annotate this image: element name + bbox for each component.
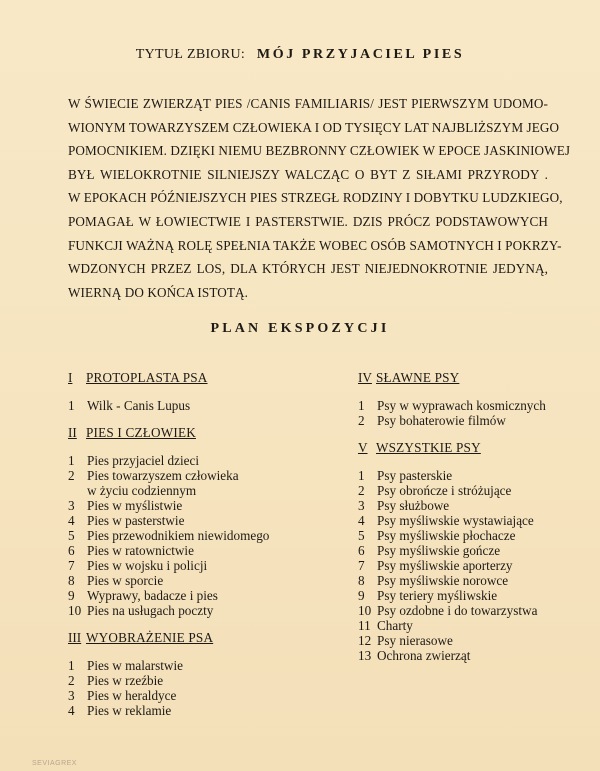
list-item [358,558,588,573]
section-number: I [68,370,73,385]
plan-column-right [358,368,588,673]
item-number: 13 [358,648,372,663]
item-text: Pies w rzeźbie [87,673,164,688]
intro-line: W ŚWIECIE ZWIERZĄT PIES /CANIS FAMILIARIS/ JEST PIERWSZYM UDOMO- [68,96,548,111]
item-text: Pies w pasterstwie [87,513,185,528]
list-item [68,673,348,688]
item-text: Pies w reklamie [87,703,172,718]
section-number: III [68,630,82,645]
item-number: 8 [68,573,75,588]
item-text: Pies w ratownictwie [87,543,194,558]
section-name: PROTOPLASTA PSA [86,370,208,385]
list-item [68,603,348,618]
item-number: 6 [68,543,75,558]
item-text: Pies przyjaciel dzieci [87,453,200,468]
section-items [68,453,348,618]
item-text: Pies w sporcie [87,573,164,588]
item-text: Charty [377,618,413,633]
section-slawne-psy [358,368,588,428]
intro-line: WIERNĄ DO KOŃCA ISTOTĄ. [68,284,249,300]
item-text: Psy w wyprawach kosmicznych [377,398,546,413]
section-name: SŁAWNE PSY [376,370,460,385]
section-items [358,398,588,428]
section-protoplasta [68,368,348,413]
item-number: 7 [358,558,365,573]
item-text: Psy myśliwskie wystawiające [377,513,534,528]
item-text: Pies na usługach poczty [87,603,214,618]
item-number: 10 [68,603,82,618]
item-text: Pies w myślistwie [87,498,183,513]
item-number: 2 [68,673,75,688]
section-name: WYOBRAŻENIE PSA [86,630,214,645]
item-number: 3 [68,688,75,703]
plan-column-left [68,368,348,728]
intro-line: POMAGAŁ W ŁOWIECTWIE I PASTERSTWIE. DZIS PRÓCZ PODSTAWOWYCH [68,213,548,229]
intro-line: BYŁ WIELOKROTNIE SILNIEJSZY WALCZĄC O BYT Z SIŁAMI PRZYRODY . [68,166,548,182]
list-item [68,498,348,513]
section-name: PIES I CZŁOWIEK [86,425,196,440]
list-item [358,633,588,648]
list-item [68,688,348,703]
section-wyobrazenie [68,628,348,718]
item-number: 4 [68,703,75,718]
item-text: Psy myśliwskie gończe [377,543,501,558]
item-number: 5 [68,528,75,543]
item-text: Psy bohaterowie filmów [377,413,506,428]
section-heading [68,423,348,443]
item-text: Wyprawy, badacze i pies [87,588,218,603]
item-number: 9 [358,588,365,603]
list-item [68,528,348,543]
item-text: w życiu codziennym [87,483,197,498]
collection-title [0,47,600,63]
intro-line: WIONYM TOWARZYSZEM CZŁOWIEKA I OD TYSIĘCY LAT NAJBLIŻSZYM JEGO [68,119,560,135]
list-item [358,618,588,633]
section-wszystkie-psy [358,438,588,663]
item-number: 3 [358,498,365,513]
section-number: V [358,440,368,455]
section-items [68,658,348,718]
title-value: MÓJ PRZYJACIEL PIES [256,47,465,62]
list-item [358,543,588,558]
item-text: Pies towarzyszem człowieka [87,468,239,483]
plan-heading: PLAN EKSPOZYCJI [210,321,390,336]
list-item [358,588,588,603]
item-text: Psy myśliwskie aporterzy [377,558,513,573]
item-text: Psy pasterskie [377,468,453,483]
list-item [358,573,588,588]
list-item [358,498,588,513]
item-text: Psy obrończe i stróżujące [377,483,512,498]
list-item [358,413,588,428]
item-number [68,483,87,498]
intro-line: FUNKCJI WAŻNĄ ROLĘ SPEŁNIA TAKŻE WOBEC OSÓB SAMOTNYCH I POKRZY- [68,237,562,253]
item-text: Psy teriery myśliwskie [377,588,498,603]
item-number: 2 [68,468,75,483]
item-number: 1 [68,453,75,468]
section-items [358,468,588,663]
item-text: Ochrona zwierząt [377,648,471,663]
section-heading [68,628,348,648]
item-text: Pies w heraldyce [87,688,177,703]
list-item [358,398,588,413]
intro-line: W EPOKACH PÓŹNIEJSZYCH PIES STRZEGŁ RODZINY I DOBYTKU LUDZKIEGO, [68,190,563,206]
list-item [358,513,588,528]
item-text: Wilk - Canis Lupus [87,398,191,413]
intro-line: WDZONYCH PRZEZ LOS, DLA KTÓRYCH JEST NIEJEDNOKROTNIE JEDYNĄ, [68,261,548,277]
item-number: 1 [68,398,75,413]
section-number: IV [358,370,372,385]
item-text: Psy ozdobne i do towarzystwa [377,603,538,618]
item-number: 8 [358,573,365,588]
list-item [68,558,348,573]
list-item [68,703,348,718]
item-text: Psy myśliwskie norowce [377,573,509,588]
list-item [68,453,348,468]
section-number: II [68,425,77,440]
intro-paragraph [68,92,571,304]
item-number: 11 [358,618,371,633]
section-pies-i-czlowiek [68,423,348,618]
list-item [358,468,588,483]
list-item [68,483,348,498]
item-number: 10 [358,603,372,618]
item-text: Pies w malarstwie [87,658,183,673]
item-number: 3 [68,498,75,513]
list-item [68,513,348,528]
section-heading [358,368,588,388]
list-item [358,603,588,618]
section-heading [358,438,588,458]
item-number: 4 [358,513,365,528]
list-item [358,648,588,663]
section-items [68,398,348,413]
item-number: 1 [68,658,75,673]
item-number: 12 [358,633,372,648]
list-item [68,588,348,603]
item-number: 7 [68,558,75,573]
item-text: Pies przewodnikiem niewidomego [87,528,270,543]
list-item [68,573,348,588]
list-item [68,398,348,413]
item-number: 5 [358,528,365,543]
item-text: Psy służbowe [377,498,450,513]
list-item [68,543,348,558]
title-label: TYTUŁ ZBIORU: [135,47,246,62]
item-number: 6 [358,543,365,558]
item-number: 4 [68,513,75,528]
watermark-text: SEVIAGREX [32,760,77,767]
list-item [68,468,348,483]
item-text: Pies w wojsku i policji [87,558,208,573]
item-text: Psy nierasowe [377,633,453,648]
section-heading [68,368,348,388]
list-item [358,528,588,543]
section-name: WSZYSTKIE PSY [376,440,481,455]
item-number: 2 [358,483,365,498]
item-number: 1 [358,468,365,483]
item-number: 1 [358,398,365,413]
item-number: 9 [68,588,75,603]
intro-line: POMOCNIKIEM. DZIĘKI NIEMU BEZBRONNY CZŁOWIEK W EPOCE JASKINIOWEJ [68,143,571,159]
item-text: Psy myśliwskie płochacze [377,528,516,543]
item-number: 2 [358,413,365,428]
list-item [358,483,588,498]
list-item [68,658,348,673]
